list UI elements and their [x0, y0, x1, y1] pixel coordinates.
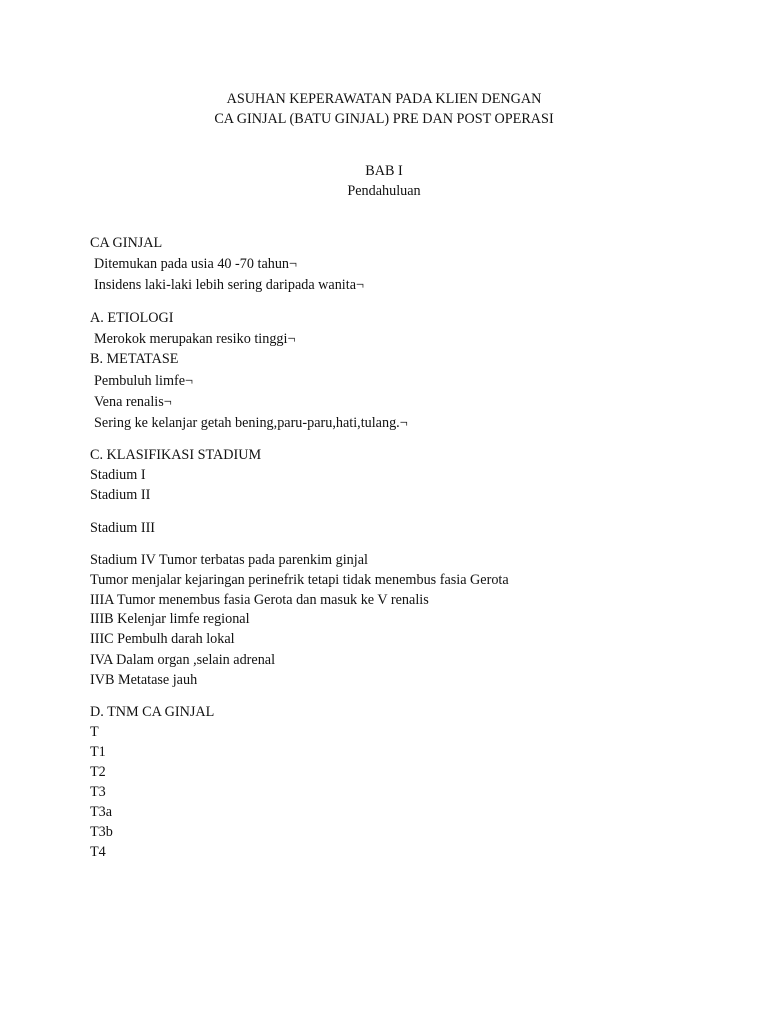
klasifikasi-line: IIIA Tumor menembus fasia Gerota dan masuk ke V renalis: [90, 592, 429, 608]
section-heading-ca-ginjal: CA GINJAL: [90, 235, 163, 251]
tnm-line: T1: [90, 744, 106, 760]
klasifikasi-line: IVB Metatase jauh: [90, 672, 198, 688]
document-title-line-2: CA GINJAL (BATU GINJAL) PRE DAN POST OPERASI: [214, 111, 554, 127]
chapter-number: BAB I: [365, 163, 403, 179]
klasifikasi-line: Stadium III: [90, 520, 156, 536]
tnm-line: T3b: [90, 824, 113, 840]
ca-ginjal-item: Insidens laki-laki lebih sering daripada wanita¬: [94, 277, 364, 293]
tnm-line: T: [90, 724, 99, 740]
tnm-line: T3: [90, 784, 106, 800]
chapter-name: Pendahuluan: [347, 183, 421, 199]
klasifikasi-line: IIIC Pembulh darah lokal: [90, 631, 235, 647]
section-heading-tnm: D. TNM CA GINJAL: [90, 704, 215, 720]
tnm-line: T4: [90, 844, 106, 860]
klasifikasi-line: IVA Dalam organ ,selain adrenal: [90, 652, 276, 668]
klasifikasi-line: IIIB Kelenjar limfe regional: [90, 611, 250, 627]
klasifikasi-line: Tumor menjalar kejaringan perinefrik tetapi tidak menembus fasia Gerota: [90, 572, 509, 588]
metatase-item: Sering ke kelanjar getah bening,paru-paru,hati,tulang.¬: [94, 415, 408, 431]
metatase-item: Vena renalis¬: [94, 394, 172, 410]
tnm-line: T2: [90, 764, 106, 780]
metatase-item: Pembuluh limfe¬: [94, 373, 194, 389]
klasifikasi-line: Stadium II: [90, 487, 151, 503]
ca-ginjal-item: Ditemukan pada usia 40 -70 tahun¬: [94, 256, 298, 272]
section-heading-etiologi: A. ETIOLOGI: [90, 310, 174, 326]
klasifikasi-line: Stadium IV Tumor terbatas pada parenkim ginjal: [90, 552, 368, 568]
klasifikasi-line: Stadium I: [90, 467, 146, 483]
section-heading-metatase: B. METATASE: [90, 351, 179, 367]
tnm-line: T3a: [90, 804, 113, 820]
document-title-line-1: ASUHAN KEPERAWATAN PADA KLIEN DENGAN: [226, 91, 542, 107]
section-heading-klasifikasi: C. KLASIFIKASI STADIUM: [90, 447, 262, 463]
etiologi-item: Merokok merupakan resiko tinggi¬: [94, 331, 296, 347]
